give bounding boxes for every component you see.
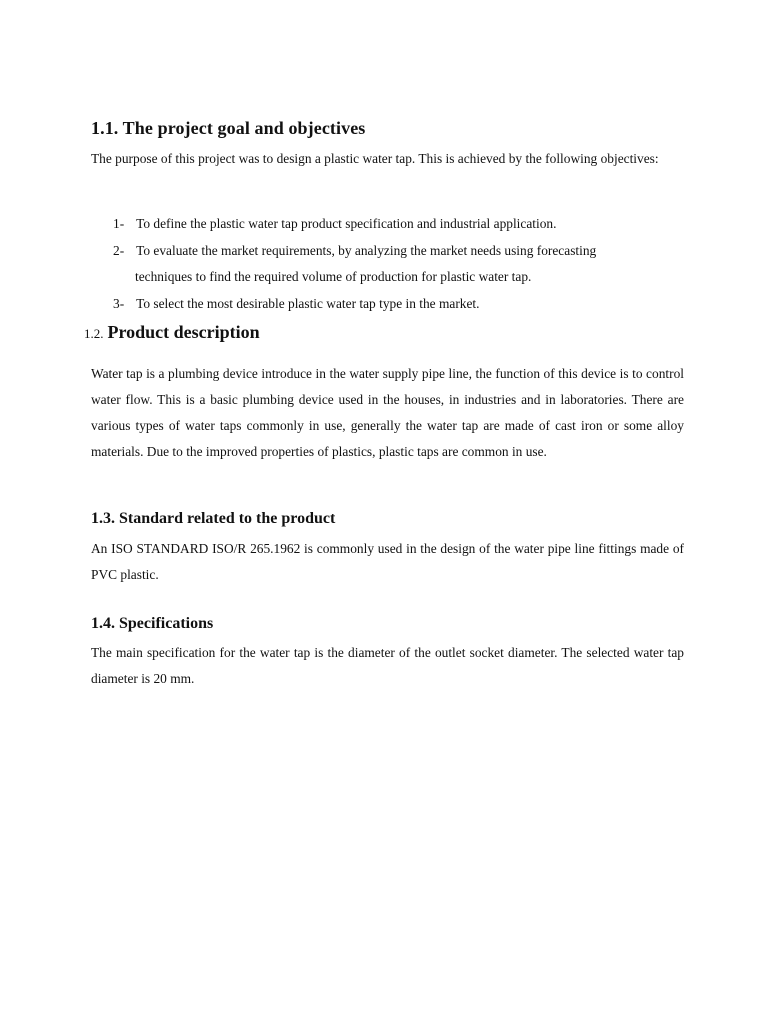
list-item-text: To define the plastic water tap product specification and industrial application. xyxy=(136,216,557,231)
product-description-paragraph: Water tap is a plumbing device introduce in the water supply pipe line, the function of this device is to control water flow. This is a basic plumbing device used in the houses, in industries and in laboratories. There are various types of water taps commonly in use, generally the water tap are made of cast iron or some alloy materials. Due to the improved properties of plastics, plastic taps are common in use. xyxy=(91,366,684,459)
list-item-number: 2- xyxy=(113,242,125,258)
section-title: Product description xyxy=(107,322,260,342)
list-item xyxy=(113,238,673,265)
section-number: 1.2. xyxy=(84,326,104,341)
section-heading-standard: 1.3. Standard related to the product xyxy=(91,510,336,527)
goal-intro-paragraph: The purpose of this project was to design a plastic water tap. This is achieved by the following objectives: xyxy=(91,151,659,166)
specifications-paragraph: The main specification for the water tap is the diameter of the outlet socket diameter. The selected water tap diameter is 20 mm. xyxy=(91,645,684,686)
list-item-text: To select the most desirable plastic water tap type in the market. xyxy=(136,295,480,311)
objectives-list xyxy=(113,211,673,317)
list-item xyxy=(113,211,673,238)
section-heading-specifications: 1.4. Specifications xyxy=(91,615,214,632)
list-item-number: 1- xyxy=(113,216,125,231)
standard-paragraph: An ISO STANDARD ISO/R 265.1962 is commonly used in the design of the water pipe line fittings made of PVC plastic. xyxy=(91,541,684,582)
list-item-continuation: techniques to find the required volume of production for plastic water tap. xyxy=(135,269,532,284)
list-item xyxy=(113,291,673,318)
list-item-number: 3- xyxy=(113,295,125,311)
section-heading-product xyxy=(84,322,260,343)
list-item-text: To evaluate the market requirements, by analyzing the market needs using forecasting xyxy=(136,242,597,258)
section-heading-goal: 1.1. The project goal and objectives xyxy=(91,118,366,138)
